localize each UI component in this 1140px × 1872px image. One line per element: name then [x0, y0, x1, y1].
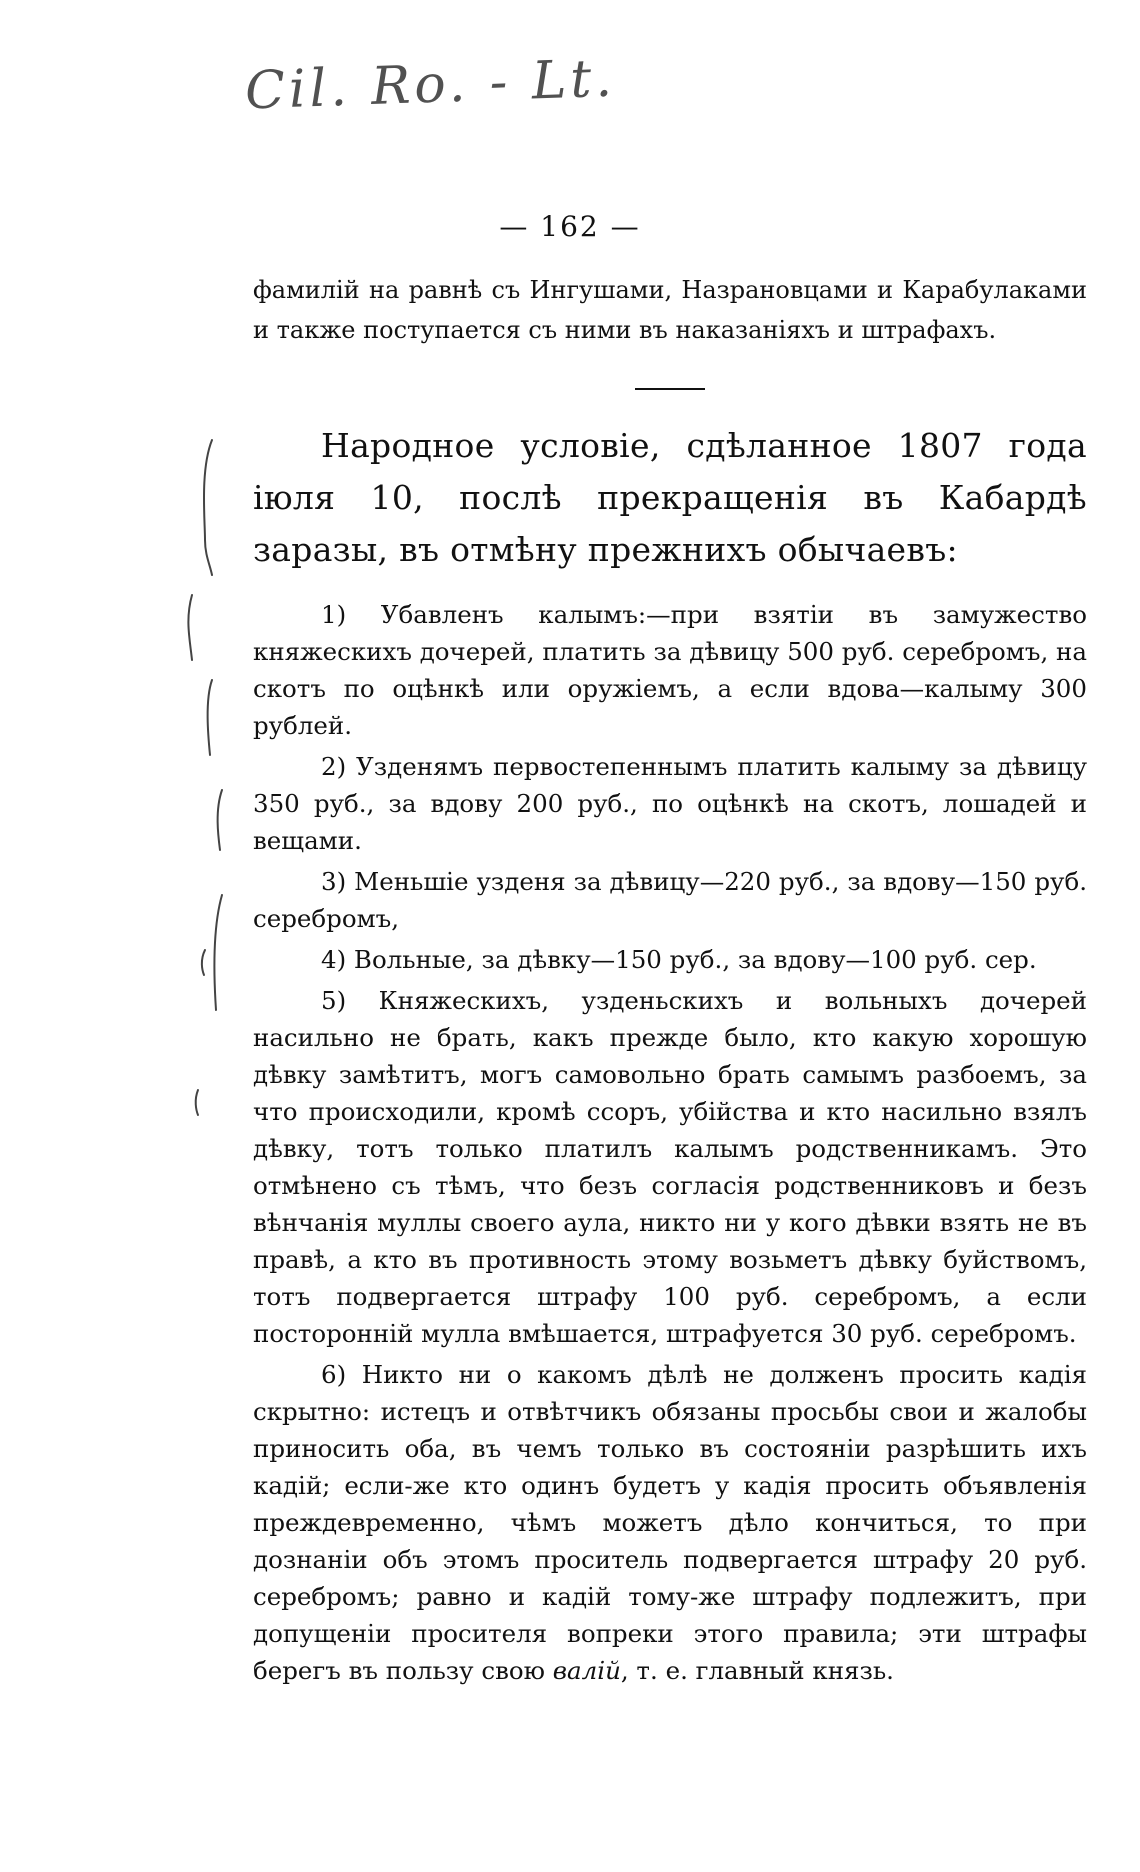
list-item: 2) Узденямъ первостепеннымъ платить калыму за дѣвицу 350 руб., за вдову 200 руб., по оцѣнкѣ на скотъ, лошадей и вещами. [253, 752, 1087, 855]
item-6-italic-term: валій [552, 1656, 621, 1685]
margin-bracket [202, 950, 205, 975]
text-column [253, 270, 1087, 1693]
margin-bracket [196, 1090, 198, 1115]
margin-bracket [208, 680, 212, 755]
section-divider [635, 388, 705, 390]
margin-bracket [204, 440, 212, 575]
continued-paragraph: фамилій на равнѣ съ Ингушами, Назрановцами и Карабулаками и также поступается съ ними въ наказаніяхъ и штрафахъ. [253, 276, 1087, 344]
list-item: 1) Убавленъ калымъ:—при взятіи въ замужество княжескихъ дочерей, платить за дѣвицу 500 руб. серебромъ, на скотъ по оцѣнкѣ или оружіемъ, а если вдова—калыму 300 рублей. [253, 600, 1087, 740]
margin-pencil-marks [0, 0, 240, 1872]
margin-bracket [218, 790, 222, 850]
margin-bracket [188, 595, 192, 660]
margin-bracket [214, 895, 222, 1010]
item-6-ending: , т. е. главный князь. [620, 1656, 894, 1685]
section-heading: Народное условіе, сдѣланное 1807 года іюля 10, послѣ прекращенія въ Кабардѣ заразы, въ отмѣну прежнихъ обычаевъ: [253, 426, 1087, 569]
handwritten-note: Cil. Ro. - Lt. [244, 48, 617, 122]
item-6-text: 6) Никто ни о какомъ дѣлѣ не долженъ просить кадія скрытно: истецъ и отвѣтчикъ обязаны просьбы свои и жалобы приносить оба, въ чемъ только въ состояніи разрѣшить ихъ кадій; если-же кто одинъ будетъ у кадія просить объявленія преждевременно, чѣмъ можетъ дѣло кончиться, то при дознаніи объ этомъ проситель подвергается штрафу 20 руб. серебромъ; равно и кадій тому-же штрафу подлежитъ, при допущеніи просителя вопреки этого правила; эти штрафы берегъ въ пользу свою [253, 1360, 1087, 1685]
list-item: 4) Вольные, за дѣвку—150 руб., за вдову—100 руб. сер. [321, 945, 1037, 974]
list-item: 3) Меньшіе узденя за дѣвицу—220 руб., за вдову—150 руб. серебромъ, [253, 867, 1087, 933]
page-number: — 162 — [499, 210, 641, 243]
list-item: 5) Княжескихъ, узденьскихъ и вольныхъ дочерей насильно не брать, какъ прежде было, кто какую хорошую дѣвку замѣтитъ, могъ самовольно брать самымъ разбоемъ, за что происходили, кромѣ ссоръ, убійства и кто насильно взялъ дѣвку, тотъ только платилъ калымъ родственникамъ. Это отмѣнено съ тѣмъ, что безъ согласія родственниковъ и безъ вѣнчанія муллы своего аула, никто ни у кого дѣвки взять не въ правѣ, а кто въ противность этому возьметъ дѣвку буйствомъ, тотъ подвергается штрафу 100 руб. серебромъ, а если посторонній мулла вмѣшается, штрафуется 30 руб. серебромъ. [253, 986, 1087, 1348]
list-item [253, 1356, 1087, 1689]
